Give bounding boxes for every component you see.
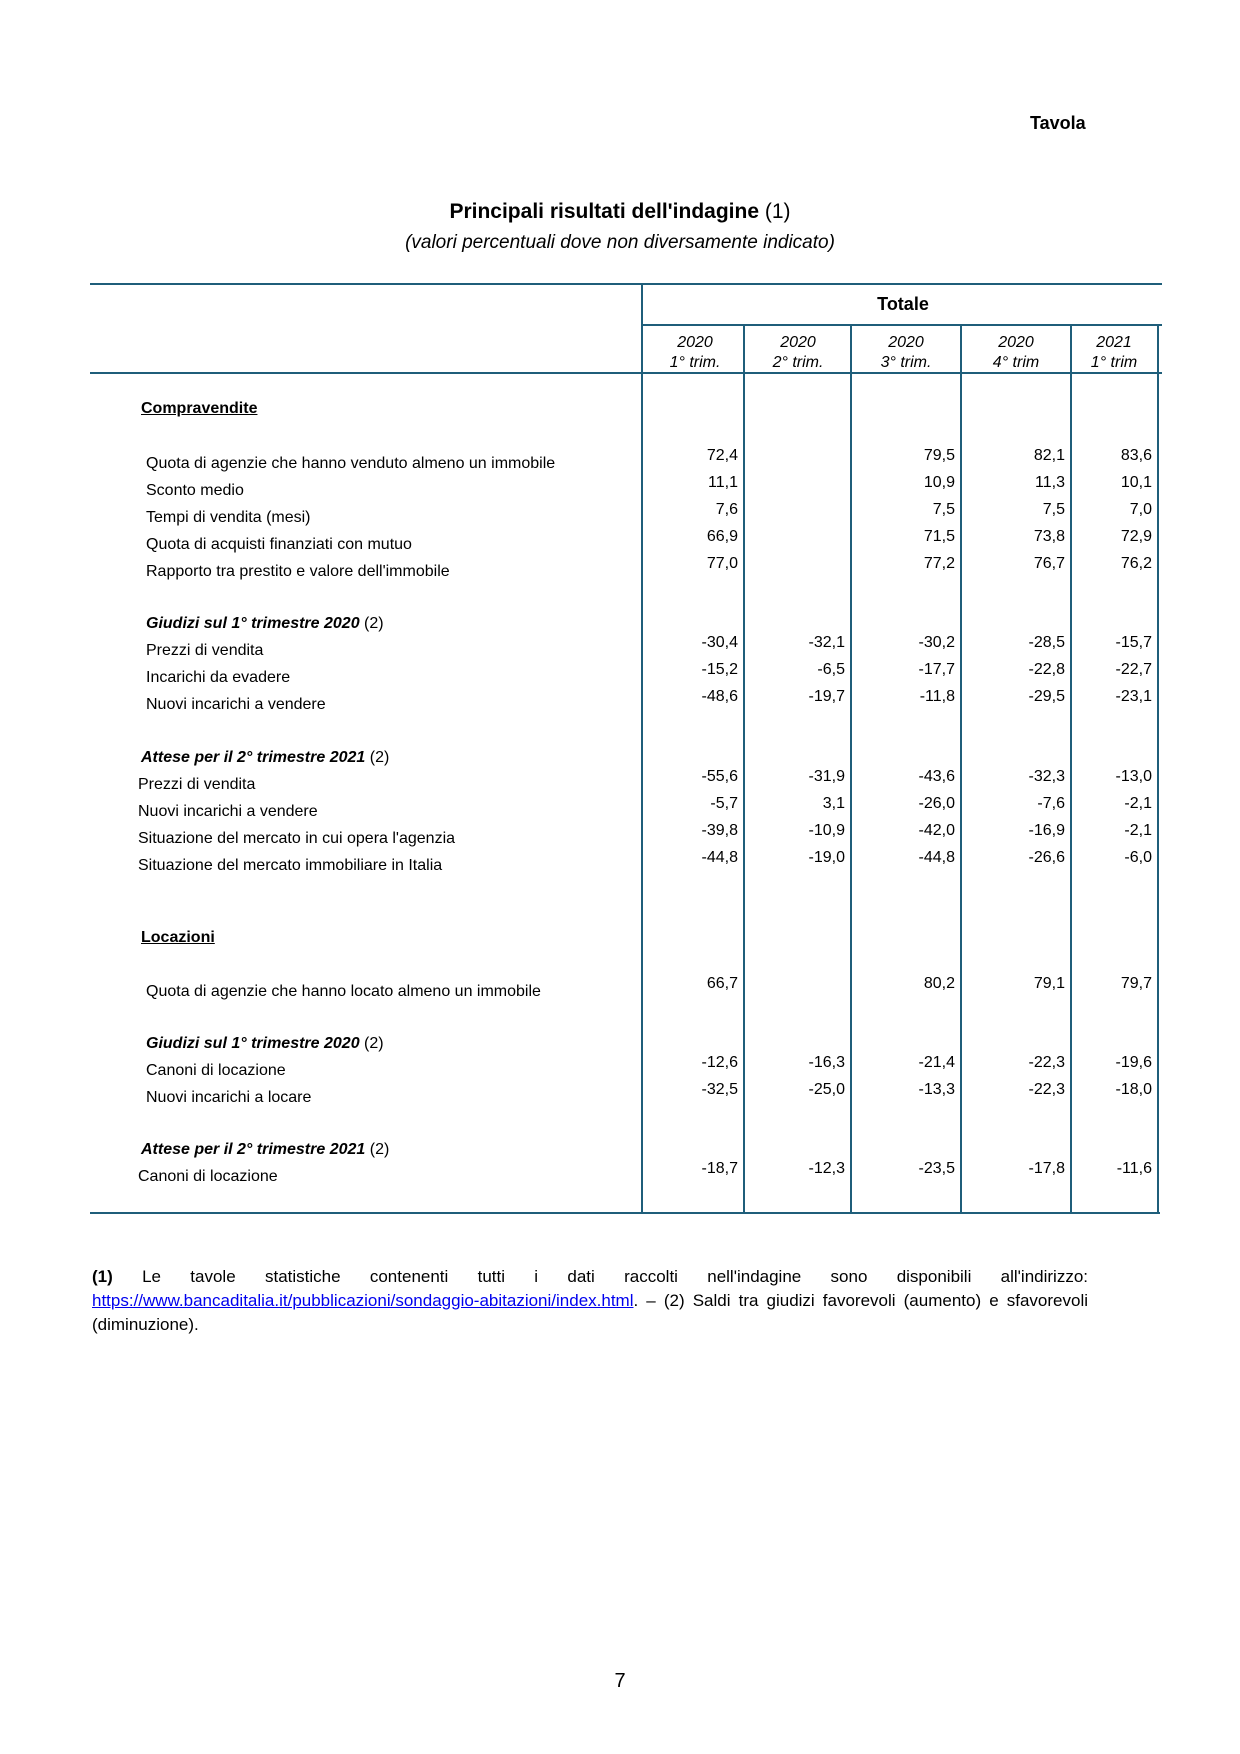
table-cell: -12,6 xyxy=(701,1054,738,1071)
column-header xyxy=(746,333,850,373)
table-cell: -23,5 xyxy=(918,1160,955,1177)
subsection-label: Giudizi sul 1° trimestre 2020 xyxy=(146,615,360,632)
title-main: Principali risultati dell'indagine xyxy=(449,200,760,223)
table-cell: -13,3 xyxy=(918,1081,955,1098)
table-cell: -26,0 xyxy=(918,795,955,812)
subsection-note: (2) xyxy=(364,1035,384,1052)
column-year: 2020 xyxy=(998,334,1034,351)
table-cell: 79,1 xyxy=(1033,975,1065,992)
table-cell: -21,4 xyxy=(918,1054,955,1071)
row-label: Incarichi da evadere xyxy=(146,669,291,686)
title-note: (1) xyxy=(764,200,791,223)
table-cell: -42,0 xyxy=(918,822,955,839)
subsection-heading xyxy=(141,1141,389,1159)
table-cell: -12,3 xyxy=(808,1160,845,1177)
section-heading: Compravendite xyxy=(141,400,258,417)
table-cell: -11,6 xyxy=(1116,1160,1152,1177)
table-cell: 10,1 xyxy=(1120,474,1152,491)
table-cell: -23,1 xyxy=(1115,688,1152,705)
table-cell: 72,9 xyxy=(1120,528,1152,545)
table-subtitle: (valori percentuali dove non diversamente indicato) xyxy=(405,232,835,253)
page-header-tavola: Tavola xyxy=(1030,113,1086,133)
subsection-label: Attese per il 2° trimestre 2021 xyxy=(141,1141,366,1158)
table-cell: -31,9 xyxy=(808,768,845,785)
row-label: Sconto medio xyxy=(146,482,244,499)
row-label: Tempi di vendita (mesi) xyxy=(146,509,311,526)
column-period: 2° trim. xyxy=(772,354,824,371)
table-cell: -18,0 xyxy=(1115,1081,1152,1098)
table-cell: -16,9 xyxy=(1028,822,1065,839)
footnote-marker: (1) xyxy=(92,1267,113,1286)
footnote xyxy=(92,1265,1088,1337)
table-cell: -39,8 xyxy=(701,822,738,839)
table-cell: -30,2 xyxy=(918,634,955,651)
column-header xyxy=(1068,333,1160,373)
column-period: 3° trim. xyxy=(880,354,932,371)
col-rule-0 xyxy=(641,284,643,1213)
table-cell: -19,6 xyxy=(1115,1054,1152,1071)
table-cell: -6,0 xyxy=(1124,849,1152,866)
row-label: Quota di acquisti finanziati con mutuo xyxy=(146,536,412,553)
table-cell: -22,3 xyxy=(1028,1081,1065,1098)
group-header-totale: Totale xyxy=(877,294,929,314)
column-period: 1° trim xyxy=(1090,354,1138,371)
page-number: 7 xyxy=(614,1670,626,1692)
table-cell: -18,7 xyxy=(701,1160,738,1177)
table-cell: 79,7 xyxy=(1120,975,1152,992)
col-rule-1 xyxy=(743,325,745,1213)
table-cell: -13,0 xyxy=(1115,768,1152,785)
table-cell: 11,1 xyxy=(708,474,738,491)
table-cell: 73,8 xyxy=(1033,528,1065,545)
table-cell: 66,9 xyxy=(706,528,738,545)
table-cell: -25,0 xyxy=(808,1081,845,1098)
table-cell: 82,1 xyxy=(1033,447,1065,464)
table-cell: -26,6 xyxy=(1028,849,1065,866)
table-cell: 76,7 xyxy=(1033,555,1065,572)
row-label: Nuovi incarichi a vendere xyxy=(146,696,326,713)
subsection-heading xyxy=(146,615,384,633)
table-cell: -11,8 xyxy=(919,688,955,705)
table-cell: 66,7 xyxy=(706,975,738,992)
subsection-heading xyxy=(141,749,389,767)
table-cell: -10,9 xyxy=(808,822,845,839)
column-period: 4° trim xyxy=(992,354,1040,371)
table-cell: -19,0 xyxy=(808,849,845,866)
table-cell: 7,0 xyxy=(1129,501,1152,518)
table-cell: -48,6 xyxy=(701,688,738,705)
table-cell: -7,6 xyxy=(1037,795,1065,812)
row-label: Canoni di locazione xyxy=(138,1168,278,1185)
row-label: Quota di agenzie che hanno locato almeno un immobile xyxy=(146,983,541,1000)
table-cell: 7,5 xyxy=(1042,501,1065,518)
row-label: Situazione del mercato in cui opera l'agenzia xyxy=(138,830,456,847)
header-sub-rule xyxy=(643,324,1162,326)
table-cell: -17,7 xyxy=(918,661,955,678)
table-cell: -32,3 xyxy=(1028,768,1065,785)
row-label: Nuovi incarichi a vendere xyxy=(138,803,318,820)
table-cell: 79,5 xyxy=(923,447,955,464)
subsection-note: (2) xyxy=(364,615,384,632)
table-cell: 77,0 xyxy=(706,555,738,572)
table-cell: -22,3 xyxy=(1028,1054,1065,1071)
row-label: Situazione del mercato immobiliare in Italia xyxy=(138,857,443,874)
col-rule-2 xyxy=(850,325,852,1213)
subsection-note: (2) xyxy=(369,749,390,766)
table-bottom-rule xyxy=(90,1212,1160,1214)
table-cell: -28,5 xyxy=(1028,634,1065,651)
table-cell: -32,1 xyxy=(808,634,845,651)
row-label: Nuovi incarichi a locare xyxy=(146,1089,312,1106)
column-year: 2020 xyxy=(677,334,713,351)
table-cell: -5,7 xyxy=(710,795,738,812)
table-cell: 7,6 xyxy=(715,501,738,518)
footnote-text: Le tavole statistiche contenenti tutti i dati raccolti nell'indagine sono disponibili all'indirizzo: xyxy=(142,1267,1088,1286)
table-cell: -16,3 xyxy=(808,1054,845,1071)
column-year: 2020 xyxy=(888,334,924,351)
table-cell: -44,8 xyxy=(918,849,955,866)
column-header xyxy=(643,333,747,373)
table-cell: -17,8 xyxy=(1028,1160,1065,1177)
section-heading: Locazioni xyxy=(141,929,215,946)
table-cell: -32,5 xyxy=(701,1081,738,1098)
footnote-text-after: . – (2) Saldi tra giudizi favorevoli (aumento) e sfavorevoli (diminuzione). xyxy=(92,1291,1088,1334)
subsection-heading xyxy=(146,1035,384,1053)
table-cell: 11,3 xyxy=(1035,474,1065,491)
table-top-rule xyxy=(90,283,1162,285)
row-label: Quota di agenzie che hanno venduto almeno un immobile xyxy=(146,455,556,472)
table-cell: -6,5 xyxy=(817,661,845,678)
table-cell: 83,6 xyxy=(1120,447,1152,464)
table-cell: 72,4 xyxy=(706,447,738,464)
row-label: Rapporto tra prestito e valore dell'immobile xyxy=(146,563,450,580)
table-cell: -43,6 xyxy=(918,768,955,785)
table-cell: 76,2 xyxy=(1120,555,1152,572)
row-label: Prezzi di vendita xyxy=(138,776,256,793)
table-cell: 80,2 xyxy=(923,975,955,992)
column-period: 1° trim. xyxy=(669,354,721,371)
table-cell: -22,8 xyxy=(1028,661,1065,678)
table-cell: 77,2 xyxy=(923,555,955,572)
row-label: Prezzi di vendita xyxy=(146,642,264,659)
table-cell: -44,8 xyxy=(701,849,738,866)
subsection-label: Giudizi sul 1° trimestre 2020 xyxy=(146,1035,360,1052)
table-cell: -29,5 xyxy=(1028,688,1065,705)
col-rule-5 xyxy=(1157,325,1159,1213)
subsection-label: Attese per il 2° trimestre 2021 xyxy=(141,749,366,766)
column-header xyxy=(964,333,1068,373)
table-cell: 3,1 xyxy=(822,795,845,812)
table-cell: 71,5 xyxy=(923,528,955,545)
table-cell: 10,9 xyxy=(923,474,955,491)
table-cell: -55,6 xyxy=(701,768,738,785)
col-rule-3 xyxy=(960,325,962,1213)
table-cell: -19,7 xyxy=(808,688,845,705)
table-cell: -15,7 xyxy=(1115,634,1152,651)
column-header xyxy=(854,333,958,373)
column-year: 2020 xyxy=(780,334,816,351)
table-cell: -2,1 xyxy=(1124,822,1152,839)
row-label: Canoni di locazione xyxy=(146,1062,286,1079)
table-cell: -2,1 xyxy=(1124,795,1152,812)
column-year: 2021 xyxy=(1096,334,1132,351)
table-cell: 7,5 xyxy=(932,501,955,518)
footnote-link[interactable]: https://www.bancaditalia.it/pubblicazioni/sondaggio-abitazioni/index.html xyxy=(92,1291,634,1310)
table-cell: -30,4 xyxy=(701,634,738,651)
table-cell: -15,2 xyxy=(701,661,738,678)
subsection-note: (2) xyxy=(369,1141,390,1158)
table-title xyxy=(0,200,1240,224)
table-cell: -22,7 xyxy=(1115,661,1152,678)
